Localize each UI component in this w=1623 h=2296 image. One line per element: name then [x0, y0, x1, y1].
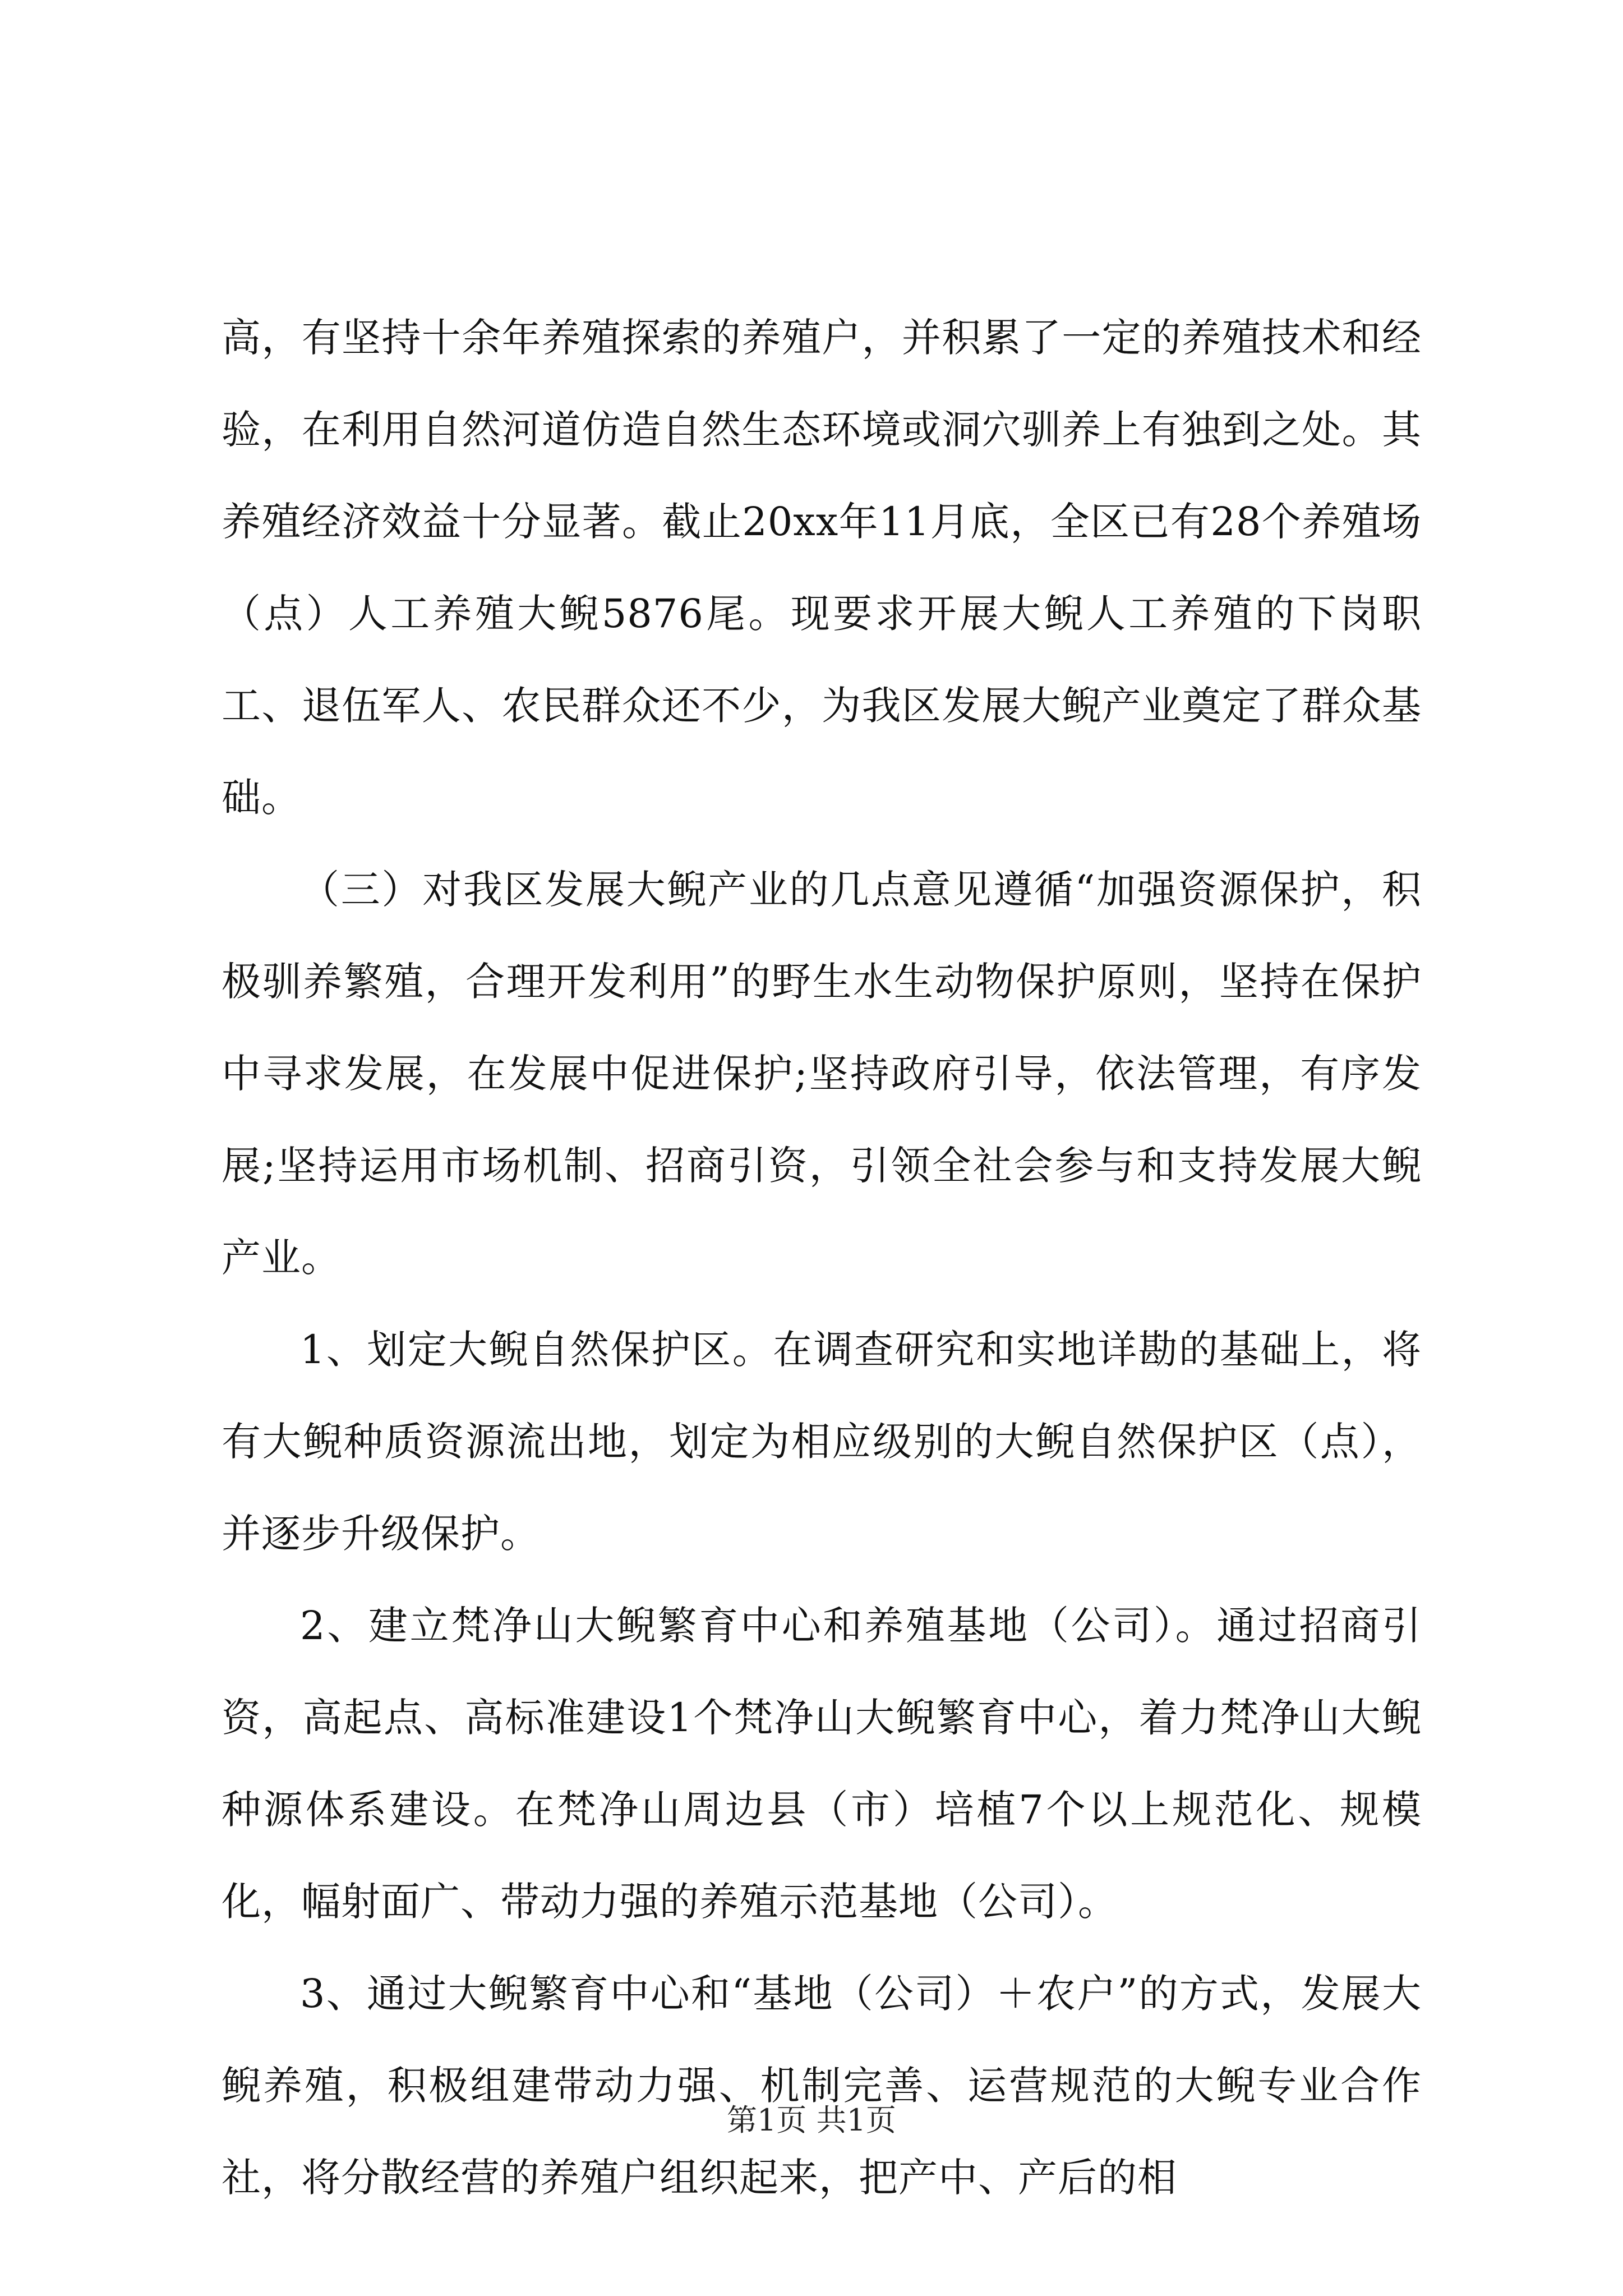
paragraph-item-3: 3、通过大鲵繁育中心和“基地（公司）＋农户”的方式，发展大鲵养殖，积极组建带动力强、机制完善、运营规范的大鲵专业合作社，将分散经营的养殖户组织起来，把产中、产后的相 [222, 1971, 1422, 2201]
paragraph-item-1: 1、划定大鲵自然保护区。在调查研究和实地详勘的基础上，将有大鲵种质资源流出地，划定为相应级别的大鲵自然保护区（点），并逐步升级保护。 [222, 1327, 1422, 1557]
paragraph-continuation: 高，有坚持十余年养殖探索的养殖户，并积累了一定的养殖技术和经验，在利用自然河道仿造自然生态环境或洞穴驯养上有独到之处。其养殖经济效益十分显著。截止20xx年11月底，全区已有28个养殖场（点）人工养殖大鲵5876尾。现要求开展大鲵人工养殖的下岗职工、退伍军人、农民群众还不少，为我区发展大鲵产业奠定了群众基础。 [222, 315, 1422, 821]
document-body [222, 292, 1422, 2224]
paragraph-section-three: （三）对我区发展大鲵产业的几点意见遵循“加强资源保护，积极驯养繁殖，合理开发利用”的野生水生动物保护原则，坚持在保护中寻求发展，在发展中促进保护;坚持政府引导，依法管理，有序发展;坚持运用市场机制、招商引资，引领全社会参与和支持发展大鲵产业。 [222, 867, 1422, 1281]
paragraph-item-2: 2、建立梵净山大鲵繁育中心和养殖基地（公司）。通过招商引资，高起点、高标准建设1个梵净山大鲵繁育中心，着力梵净山大鲵种源体系建设。在梵净山周边县（市）培植7个以上规范化、规模化，幅射面广、带动力强的养殖示范基地（公司）。 [222, 1603, 1422, 1925]
page-footer: 第1页 共1页 [727, 2102, 896, 2138]
